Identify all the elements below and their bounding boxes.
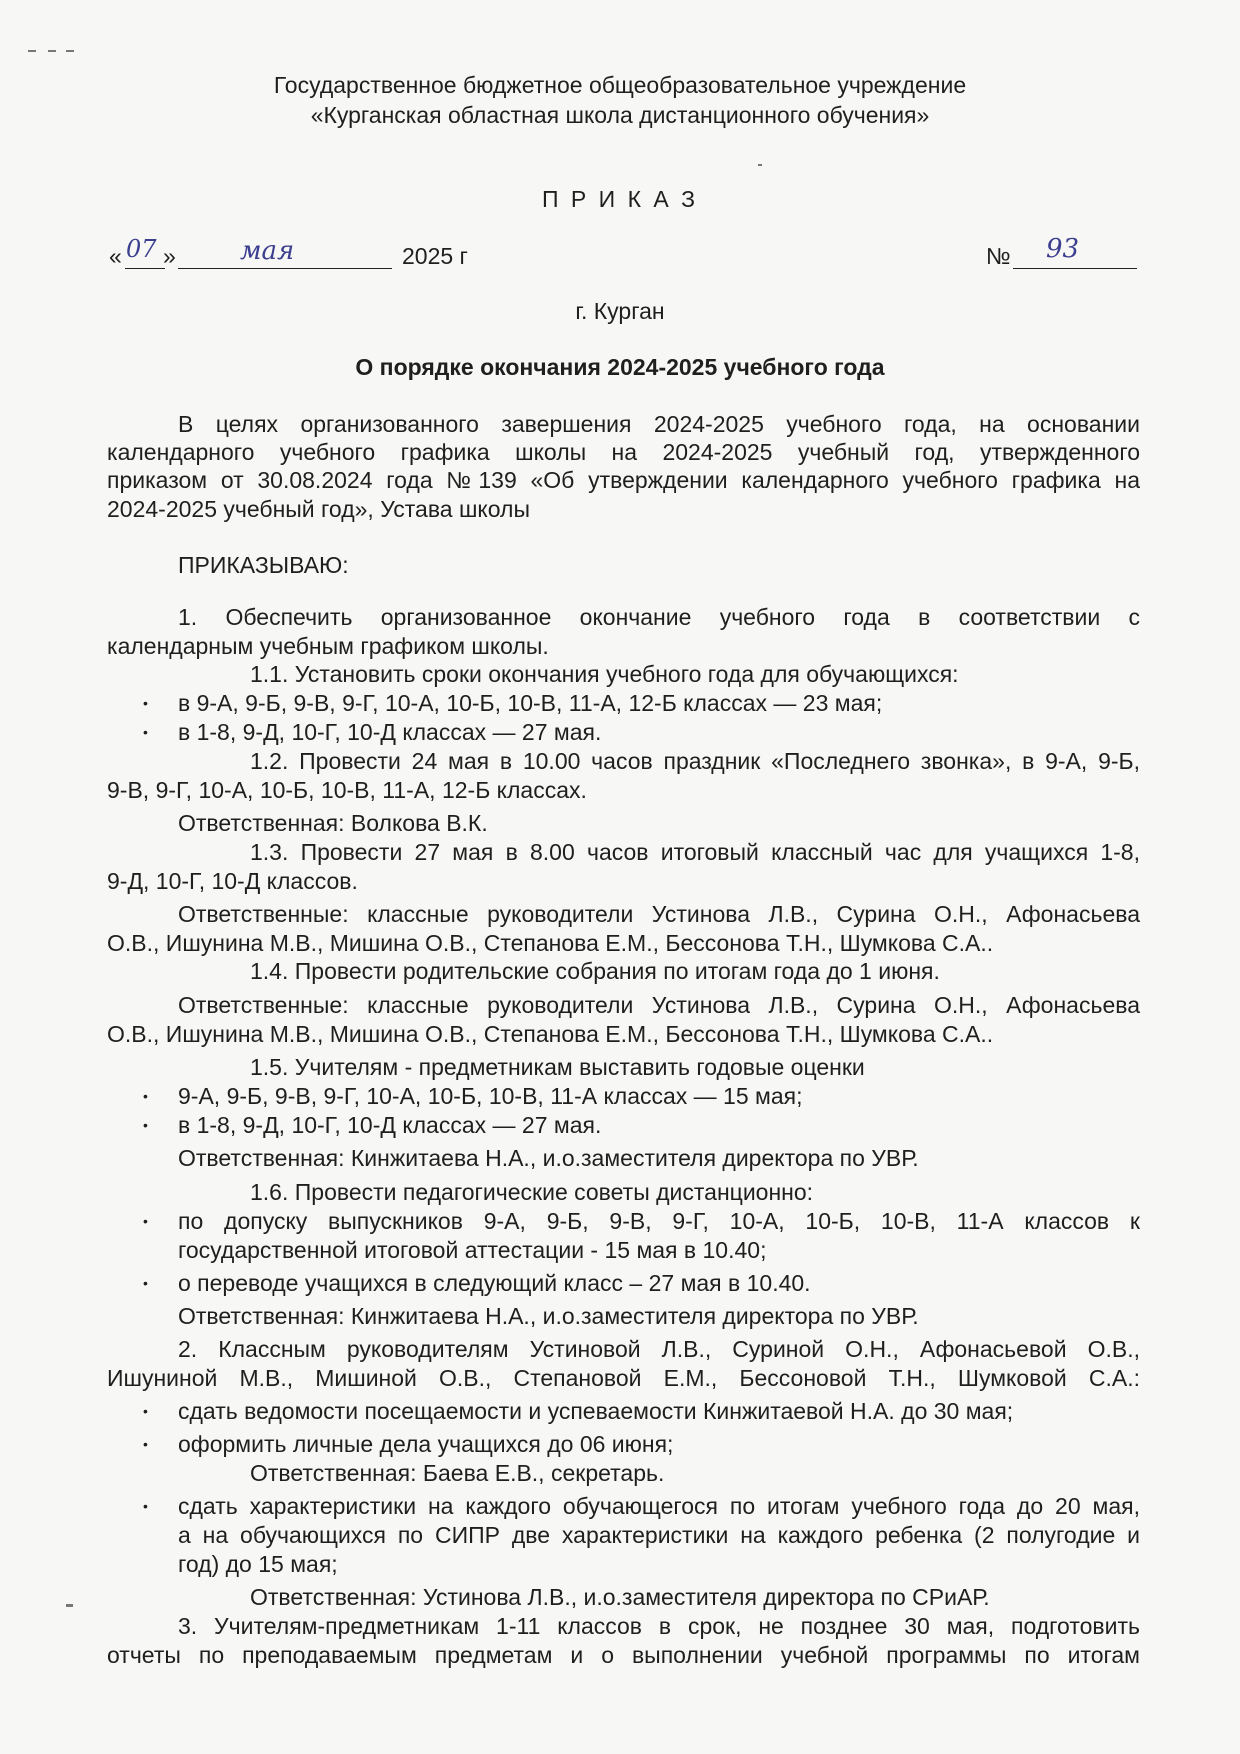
item-1-1-bullet-1: в 9-А, 9-Б, 9-В, 9-Г, 10-А, 10-Б, 10-В, 11-А, 12-Б классах — 23 мая;	[178, 690, 883, 716]
city: г. Курган	[575, 298, 665, 324]
item-1-6: 1.6. Провести педагогические советы дистанционно:	[250, 1179, 814, 1205]
item-2-bullet-1: сдать ведомости посещаемости и успеваемости Кинжитаевой Н.А. до 30 мая;	[178, 1398, 1014, 1424]
item-1-3-responsible: Ответственные: классные руководители Устинова Л.В., Сурина О.Н., Афонасьева	[178, 901, 1140, 927]
item-3-line: отчеты по преподаваемым предметам и о выполнении учебной программы по итогам	[107, 1642, 1140, 1668]
scan-speck	[758, 164, 762, 166]
date-day-underline	[125, 268, 165, 269]
item-1-3-line: 1.3. Провести 27 мая в 8.00 часов итоговый классный час для учащихся 1-8,	[250, 839, 1140, 865]
bullet: •	[143, 1436, 148, 1452]
item-2-bullet-3-line: а на обучающихся по СИПР две характеристики на каждого ребенка (2 полугодие и	[178, 1522, 1140, 1548]
intro-line: 2024-2025 учебный год», Устава школы	[107, 496, 530, 522]
scan-speck	[66, 50, 74, 52]
date-quote-close: »	[163, 243, 176, 269]
item-2-bullet-3-responsible: Ответственная: Устинова Л.В., и.о.заместителя директора по СРиАР.	[250, 1584, 990, 1610]
bullet: •	[143, 1275, 148, 1291]
number-underline	[1013, 268, 1137, 269]
bullet: •	[143, 1213, 148, 1229]
item-1-3-line: 9-Д, 10-Г, 10-Д классов.	[107, 868, 358, 894]
item-2-bullet-2: оформить личные дела учащихся до 06 июня;	[178, 1431, 674, 1457]
bullet: •	[143, 1498, 148, 1514]
date-quote-open: «	[109, 243, 122, 269]
item-1-1-bullet-2: в 1-8, 9-Д, 10-Г, 10-Д классах — 27 мая.	[178, 719, 602, 745]
order-word: ПРИКАЗЫВАЮ:	[178, 552, 349, 578]
date-month-handwritten: мая	[240, 236, 295, 266]
item-1-4-responsible: О.В., Ишунина М.В., Мишина О.В., Степанова Е.М., Бессонова Т.Н., Шумкова С.А..	[107, 1021, 994, 1047]
bullet: •	[143, 1117, 148, 1133]
item-1-line: 1. Обеспечить организованное окончание учебного года в соответствии с	[178, 604, 1140, 630]
item-1-2-line: 1.2. Провести 24 мая в 10.00 часов праздник «Последнего звонка», в 9-А, 9-Б,	[250, 748, 1140, 774]
item-1-4-responsible: Ответственные: классные руководители Устинова Л.В., Сурина О.Н., Афонасьева	[178, 992, 1140, 1018]
intro-line: приказом от 30.08.2024 года №139 «Об утверждении календарного учебного графика на	[107, 467, 1140, 493]
organization-name-line2: «Курганская областная школа дистанционного обучения»	[310, 102, 930, 128]
bullet: •	[143, 1088, 148, 1104]
bullet: •	[143, 724, 148, 740]
item-1-6-bullet-1-line: государственной итоговой аттестации - 15 мая в 10.40;	[178, 1237, 767, 1263]
intro-line: В целях организованного завершения 2024-2025 учебного года, на основании	[178, 411, 1140, 437]
scan-speck	[28, 50, 36, 52]
item-1-2-responsible: Ответственная: Волкова В.К.	[178, 810, 488, 836]
item-2-line: 2. Классным руководителям Устиновой Л.В., Суриной О.Н., Афонасьевой О.В.,	[178, 1336, 1140, 1362]
item-1-5-bullet-2: в 1-8, 9-Д, 10-Г, 10-Д классах — 27 мая.	[178, 1112, 602, 1138]
item-1-5-responsible: Ответственная: Кинжитаева Н.А., и.о.заместителя директора по УВР.	[178, 1145, 919, 1171]
number-handwritten: 93	[1046, 234, 1080, 264]
item-2-bullet-2-responsible: Ответственная: Баева Е.В., секретарь.	[250, 1460, 665, 1486]
document-title: О порядке окончания 2024-2025 учебного года	[355, 354, 885, 380]
bullet: •	[143, 695, 148, 711]
item-3-line: 3. Учителям-предметникам 1-11 классов в срок, не позднее 30 мая, подготовить	[178, 1613, 1140, 1639]
item-1-1: 1.1. Установить сроки окончания учебного года для обучающихся:	[250, 661, 959, 687]
date-year: 2025 г	[402, 243, 468, 269]
item-1-2-line: 9-В, 9-Г, 10-А, 10-Б, 10-В, 11-А, 12-Б классах.	[107, 777, 587, 803]
bullet: •	[143, 1403, 148, 1419]
scan-speck	[48, 50, 56, 52]
item-1-3-responsible: О.В., Ишунина М.В., Мишина О.В., Степанова Е.М., Бессонова Т.Н., Шумкова С.А..	[107, 930, 994, 956]
intro-line: календарного учебного графика школы на 2024-2025 учебный год, утвержденного	[107, 439, 1140, 465]
item-1-6-bullet-1-line: по допуску выпускников 9-А, 9-Б, 9-В, 9-Г, 10-А, 10-Б, 10-В, 11-А классов к	[178, 1208, 1140, 1234]
item-1-line: календарным учебным графиком школы.	[107, 633, 549, 659]
date-day-handwritten: 07	[126, 235, 157, 263]
item-1-4: 1.4. Провести родительские собрания по итогам года до 1 июня.	[250, 958, 940, 984]
item-1-6-bullet-2: о переводе учащихся в следующий класс – 27 мая в 10.40.	[178, 1270, 811, 1296]
item-1-5: 1.5. Учителям - предметникам выставить годовые оценки	[250, 1054, 865, 1080]
item-1-6-responsible: Ответственная: Кинжитаева Н.А., и.о.заместителя директора по УВР.	[178, 1303, 919, 1329]
document-type: П Р И К А З	[542, 186, 698, 212]
organization-name-line1: Государственное бюджетное общеобразовательное учреждение	[273, 72, 967, 98]
item-1-5-bullet-1: 9-А, 9-Б, 9-В, 9-Г, 10-А, 10-Б, 10-В, 11-А классах — 15 мая;	[178, 1083, 803, 1109]
date-month-underline	[178, 268, 392, 269]
item-2-bullet-3-line: год) до 15 мая;	[178, 1551, 338, 1577]
scan-speck	[66, 1604, 73, 1607]
item-2-bullet-3-line: сдать характеристики на каждого обучающегося по итогам учебного года до 20 мая,	[178, 1493, 1140, 1519]
number-sign: №	[986, 243, 1011, 269]
item-2-line: Ишуниной М.В., Мишиной О.В., Степановой Е.М., Бессоновой Т.Н., Шумковой С.А.:	[107, 1365, 1140, 1391]
